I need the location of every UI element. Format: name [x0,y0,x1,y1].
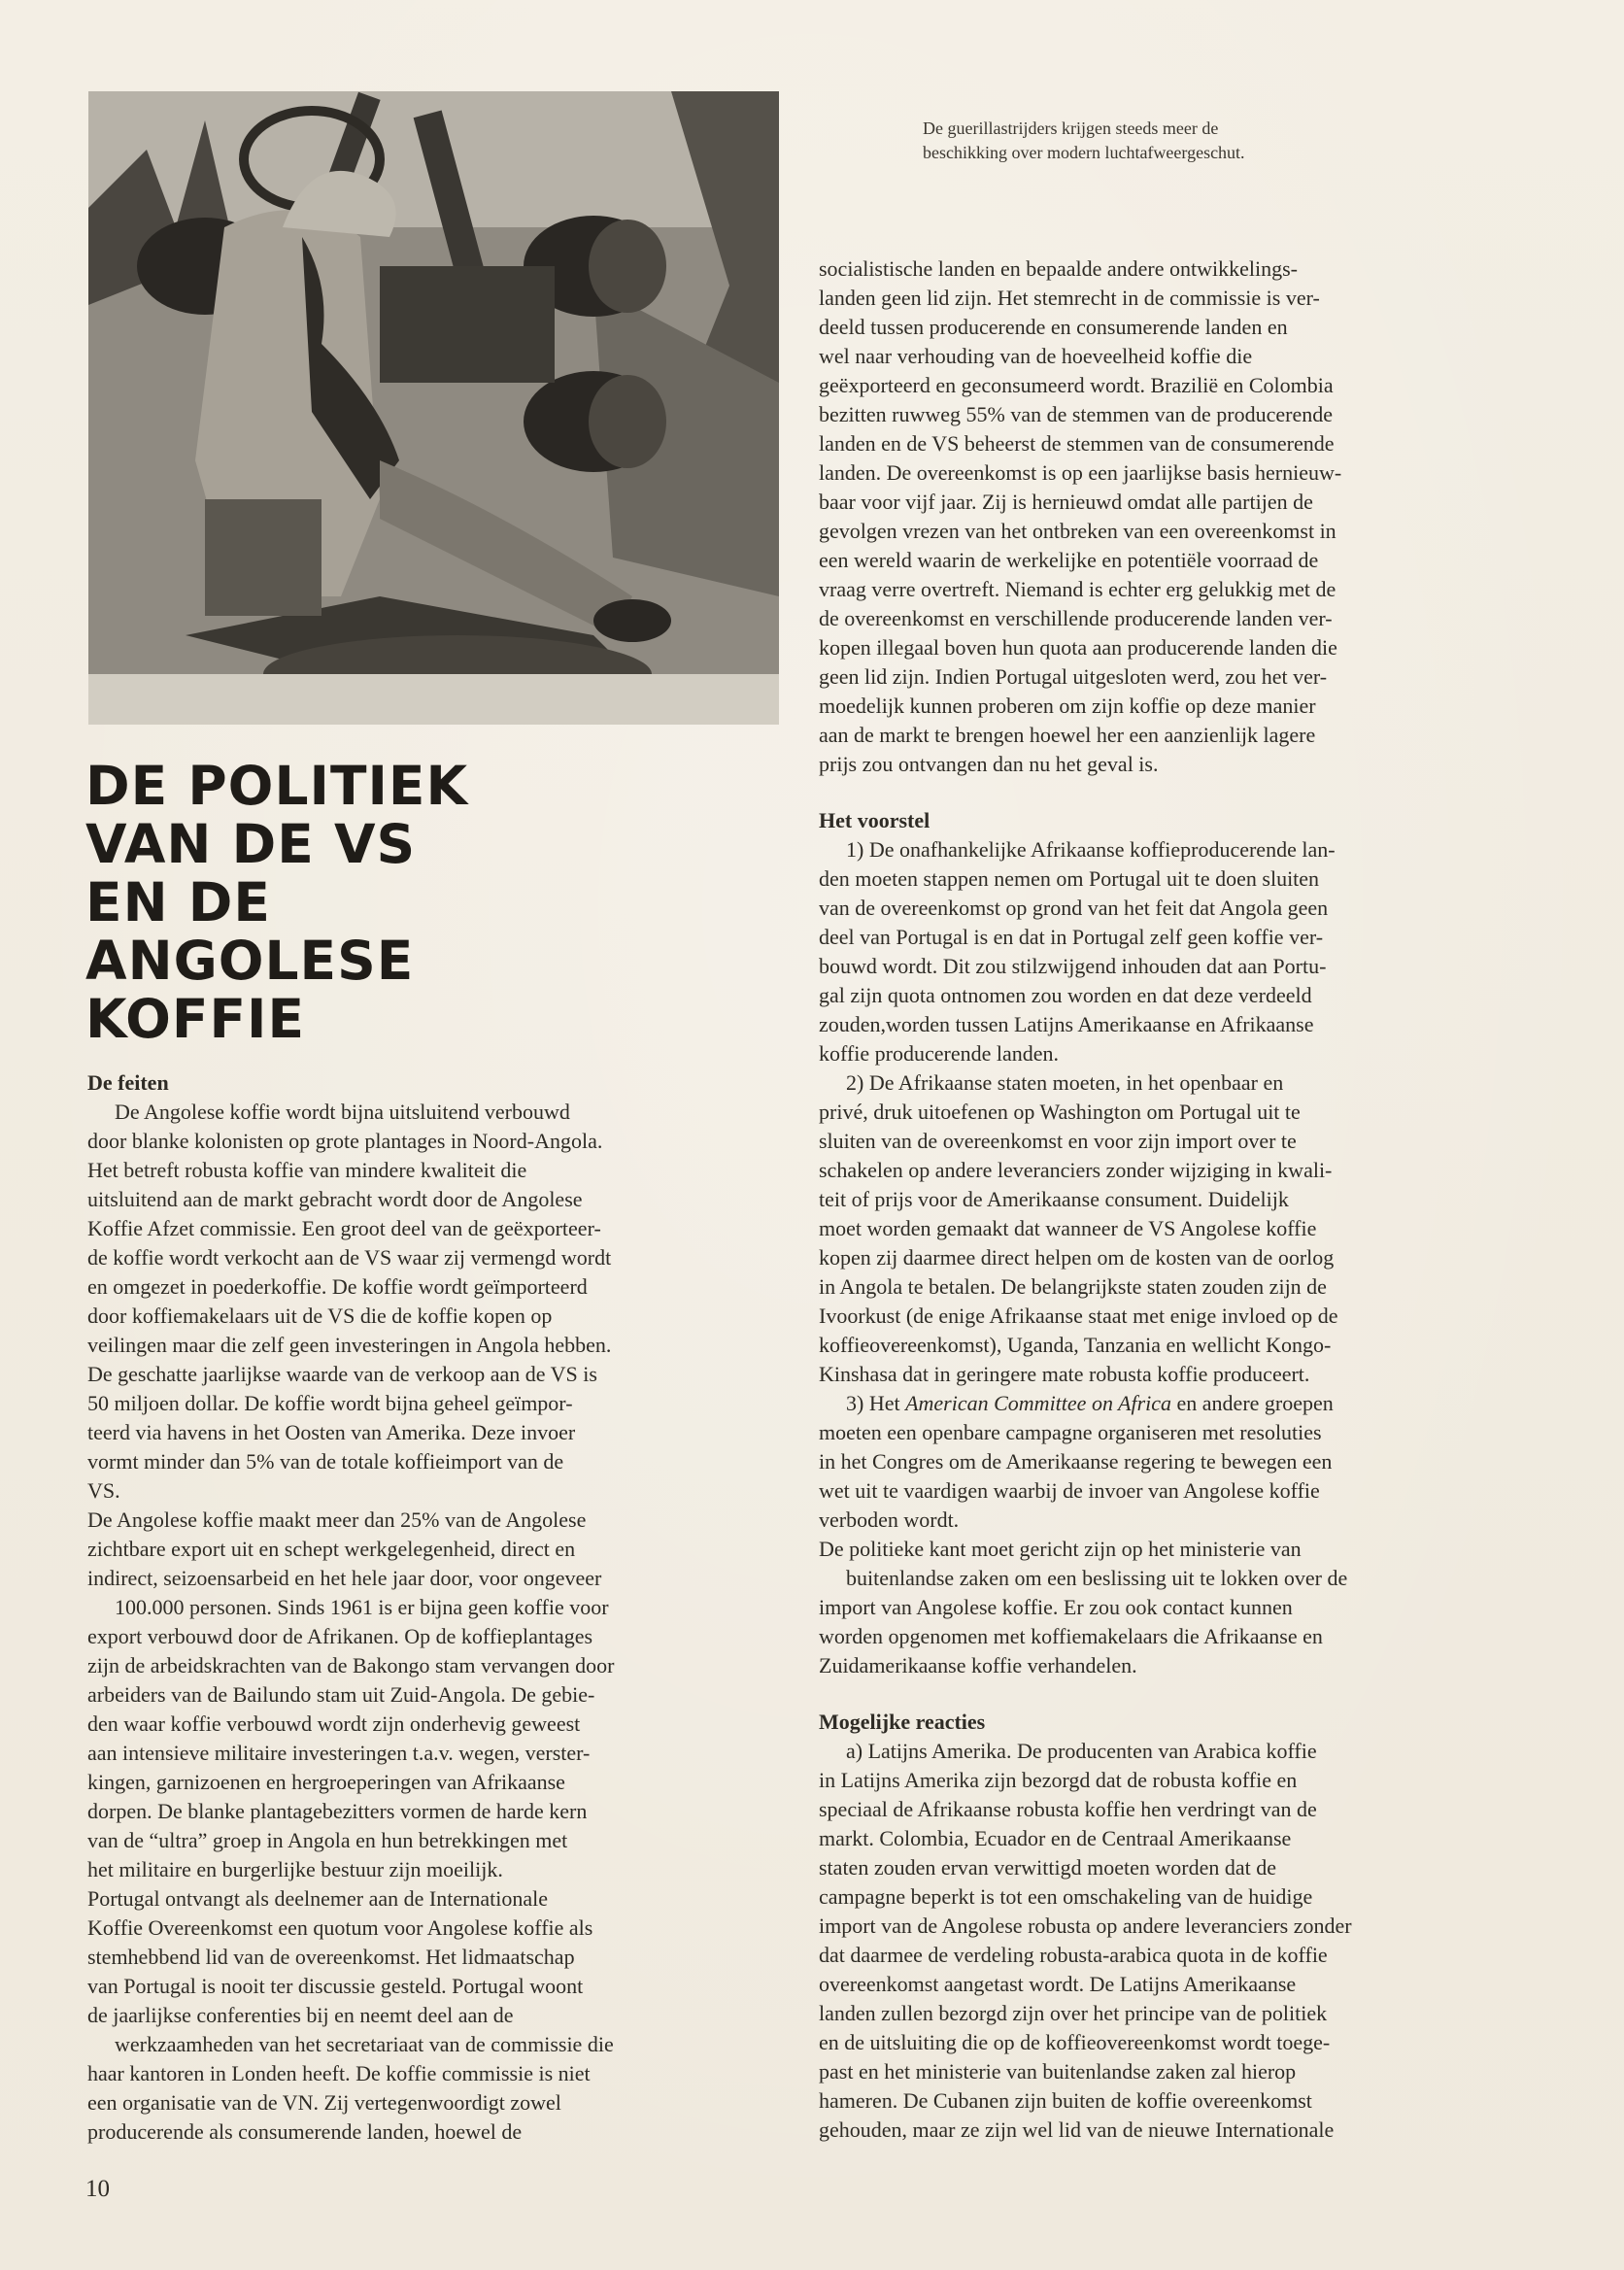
text-line: kopen zij daarmee direct helpen om de kosten van de oorlog [819,1245,1335,1270]
text-line: door koffiemakelaars uit de VS die de koffie kopen op [87,1304,553,1328]
text-line: 1) De onafhankelijke Afrikaanse koffieproducerende lan- [846,837,1336,862]
text-line: past en het ministerie van buitenlandse zaken zal hierop [819,2059,1297,2084]
text-line: gal zijn quota ontnomen zou worden en dat deze verdeeld [819,983,1312,1007]
text-line: den moeten stappen nemen om Portugal uit te doen sluiten [819,866,1320,891]
right-column [819,254,1479,2145]
text-line: Het betreft robusta koffie van mindere kwaliteit die [87,1158,527,1182]
title-line: EN DE [85,871,271,933]
text-line: van Portugal is nooit ter discussie gesteld. Portugal woont [87,1974,584,1998]
text-line: werkzaamheden van het secretariaat van de commissie die [115,2032,614,2056]
text-line: het militaire en burgerlijke bestuur zijn moeilijk. [87,1857,503,1881]
text-line: dat daarmee de verdeling robusta-arabica quota in de koffie [819,1943,1328,1967]
text-line: schakelen op andere leveranciers zonder wijziging in kwali- [819,1158,1333,1182]
title-line: VAN DE VS [85,813,417,875]
text-line: bouwd wordt. Dit zou stilzwijgend inhouden dat aan Portu- [819,954,1327,978]
text-line: verboden wordt. [819,1508,960,1532]
text-line: in Latijns Amerika zijn bezorgd dat de robusta koffie en [819,1768,1298,1792]
text-line: buitenlandse zaken om een beslissing uit te lokken over de [846,1566,1348,1590]
text-line: zijn de arbeidskrachten van de Bakongo stam vervangen door [87,1653,615,1677]
text-line: landen zullen bezorgd zijn over het principe van de politiek [819,2001,1328,2025]
text-line: teerd via havens in het Oosten van Amerika. Deze invoer [87,1420,576,1444]
paragraph-gap [819,779,1479,806]
section-heading: Het voorstel [819,808,930,832]
text-line: veilingen maar die zelf geen investeringen in Angola hebben. [87,1333,612,1357]
text-line: 2) De Afrikaanse staten moeten, in het openbaar en [846,1070,1284,1095]
text-line: privé, druk uitoefenen op Washington om Portugal uit te [819,1100,1301,1124]
text-line: en omgezet in poederkoffie. De koffie wordt geïmporteerd [87,1274,588,1299]
text-line: markt. Colombia, Ecuador en de Centraal Amerikaanse [819,1826,1292,1850]
text-line: De Angolese koffie maakt meer dan 25% van de Angolese [87,1508,587,1532]
title-line: KOFFIE [85,988,306,1050]
text-line: prijs zou ontvangen dan nu het geval is. [819,752,1159,776]
text-line: gevolgen vrezen van het ontbreken van een overeenkomst in [819,519,1336,543]
text-line: haar kantoren in Londen heeft. De koffie commissie is niet [87,2061,591,2085]
text-line: van de “ultra” groep in Angola en hun betrekkingen met [87,1828,568,1852]
text-line: indirect, seizoensarbeid en het hele jaar door, voor ongeveer [87,1566,602,1590]
text-line: De geschatte jaarlijkse waarde van de verkoop aan de VS is [87,1362,597,1386]
text-span: 3) Het [846,1391,906,1415]
text-line: VS. [87,1478,120,1503]
photo-illustration [88,91,779,725]
text-line: Koffie Afzet commissie. Een groot deel van de geëxporteer- [87,1216,601,1240]
text-line: uitsluitend aan de markt gebracht wordt door de Angolese [87,1187,583,1211]
text-line: worden opgenomen met koffiemakelaars die Afrikaanse en [819,1624,1323,1648]
italic-text: American Committee on Africa [905,1391,1172,1415]
section-heading: Mogelijke reacties [819,1710,986,1734]
text-line: import van Angolese koffie. Er zou ook contact kunnen [819,1595,1293,1619]
section-heading: De feiten [87,1070,169,1095]
text-line: deeld tussen producerende en consumerende landen en [819,315,1288,339]
caption-line: beschikking over modern luchtafweergeschut. [923,143,1245,162]
text-line: Ivoorkust (de enige Afrikaanse staat met enige invloed op de [819,1304,1338,1328]
text-line: vraag verre overtreft. Niemand is echter erg gelukkig met de [819,577,1336,601]
text-line: gehouden, maar ze zijn wel lid van de nieuwe Internationale [819,2118,1335,2142]
text-line: zichtbare export uit en schept werkgelegenheid, direct en [87,1537,576,1561]
text-line: de jaarlijkse conferenties bij en neemt deel aan de [87,2003,514,2027]
text-line: teit of prijs voor de Amerikaanse consument. Duidelijk [819,1187,1289,1211]
text-line: aan de markt te brengen hoewel her een aanzienlijk lagere [819,723,1316,747]
text-line: door blanke kolonisten op grote plantages in Noord-Angola. [87,1129,603,1153]
text-line: a) Latijns Amerika. De producenten van Arabica koffie [846,1739,1317,1763]
text-line: koffie producerende landen. [819,1041,1059,1066]
text-line: geëxporteerd en geconsumeerd wordt. Brazilië en Colombia [819,373,1334,397]
text-line: landen en de VS beheerst de stemmen van de consumerende [819,431,1335,456]
text-line: dorpen. De blanke plantagebezitters vormen de harde kern [87,1799,588,1823]
text-line: moeten een openbare campagne organiseren met resoluties [819,1420,1322,1444]
text-span: en andere groepen [1171,1391,1334,1415]
text-line: overeenkomst aangetast wordt. De Latijns Amerikaanse [819,1972,1297,1996]
text-line: zouden,worden tussen Latijns Amerikaanse en Afrikaanse [819,1012,1314,1036]
text-line: geen lid zijn. Indien Portugal uitgesloten werd, zou het ver- [819,664,1328,689]
text-line: De politieke kant moet gericht zijn op het ministerie van [819,1537,1302,1561]
text-line: producerende als consumerende landen, hoewel de [87,2119,523,2144]
text-line: landen. De overeenkomst is op een jaarlijkse basis hernieuw- [819,460,1342,485]
text-line: deel van Portugal is en dat in Portugal zelf geen koffie ver- [819,925,1324,949]
text-line [819,1389,1479,1418]
text-line: den waar koffie verbouwd wordt zijn onderhevig geweest [87,1711,581,1736]
text-line: wet uit te vaardigen waarbij de invoer van Angolese koffie [819,1478,1320,1503]
caption-line: De guerillastrijders krijgen steeds meer de [923,119,1219,138]
text-line: een organisatie van de VN. Zij vertegenwoordigt zowel [87,2090,561,2115]
text-line: de koffie wordt verkocht aan de VS waar zij vermengd wordt [87,1245,612,1270]
title-line: ANGOLESE [85,930,415,992]
text-line: koffieovereenkomst), Uganda, Tanzania en wellicht Kongo- [819,1333,1332,1357]
text-line: moet worden gemaakt dat wanneer de VS Angolese koffie [819,1216,1317,1240]
text-line: de overeenkomst en verschillende producerende landen ver- [819,606,1333,630]
text-line: export verbouwd door de Afrikanen. Op de koffieplantages [87,1624,593,1648]
text-line: baar voor vijf jaar. Zij is hernieuwd omdat alle partijen de [819,490,1313,514]
text-line: kingen, garnizoenen en hergroeperingen van Afrikaanse [87,1770,565,1794]
text-line: Koffie Overeenkomst een quotum voor Angolese koffie als [87,1915,593,1940]
text-line: Kinshasa dat in geringere mate robusta koffie produceert. [819,1362,1310,1386]
text-line: en de uitsluiting die op de koffieovereenkomst wordt toege- [819,2030,1331,2054]
page-number: 10 [85,2176,110,2202]
text-line: De Angolese koffie wordt bijna uitsluitend verbouwd [115,1100,570,1124]
text-line: een wereld waarin de werkelijke en potentiële voorraad de [819,548,1319,572]
text-line: wel naar verhouding van de hoeveelheid koffie die [819,344,1253,368]
text-line: in het Congres om de Amerikaanse regering te bewegen een [819,1449,1333,1474]
text-line: landen geen lid zijn. Het stemrecht in de commissie is ver- [819,286,1320,310]
article-title [85,757,629,1048]
text-line: Zuidamerikaanse koffie verhandelen. [819,1653,1137,1677]
text-line: staten zouden ervan verwittigd moeten worden dat de [819,1855,1277,1880]
text-line: socialistische landen en bepaalde andere ontwikkelings- [819,256,1298,281]
photo-caption [923,117,1408,165]
title-line: DE POLITIEK [85,755,469,817]
paragraph-gap [819,1680,1479,1708]
text-line: Portugal ontvangt als deelnemer aan de Internationale [87,1886,549,1911]
left-column [87,1068,758,2147]
text-line: bezitten ruwweg 55% van de stemmen van de producerende [819,402,1334,426]
text-line: aan intensieve militaire investeringen t.a.v. wegen, verster- [87,1741,591,1765]
text-line: kopen illegaal boven hun quota aan producerende landen die [819,635,1337,660]
text-line: sluiten van de overeenkomst en voor zijn import over te [819,1129,1297,1153]
text-line: arbeiders van de Bailundo stam uit Zuid-Angola. De gebie- [87,1682,595,1707]
text-line: speciaal de Afrikaanse robusta koffie hen verdringt van de [819,1797,1317,1821]
text-line: in Angola te betalen. De belangrijkste staten zouden zijn de [819,1274,1327,1299]
text-line: hameren. De Cubanen zijn buiten de koffie overeenkomst [819,2088,1312,2113]
text-line: 50 miljoen dollar. De koffie wordt bijna geheel geïmpor- [87,1391,573,1415]
text-line: campagne beperkt is tot een omschakeling van de huidige [819,1884,1313,1909]
text-line: import van de Angolese robusta op andere leveranciers zonder [819,1914,1352,1938]
text-line: moedelijk kunnen proberen om zijn koffie op deze manier [819,694,1316,718]
text-line: 100.000 personen. Sinds 1961 is er bijna geen koffie voor [115,1595,609,1619]
text-line: stemhebbend lid van de overeenkomst. Het lidmaatschap [87,1945,575,1969]
text-line: vormt minder dan 5% van de totale koffieimport van de [87,1449,564,1474]
anti-aircraft-gun-photo [88,91,779,725]
text-line: van de overeenkomst op grond van het feit dat Angola geen [819,896,1329,920]
